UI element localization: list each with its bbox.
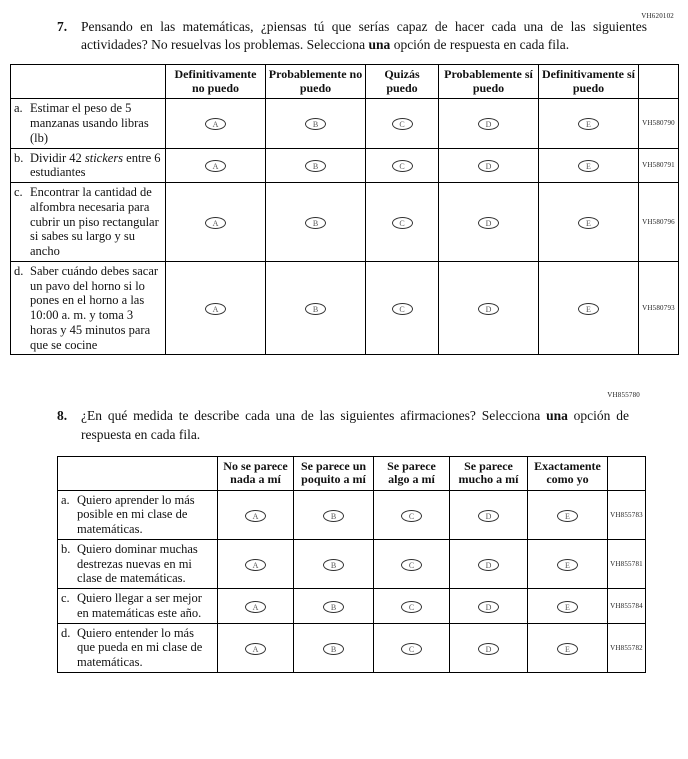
form-code-q8: VH855780 bbox=[607, 391, 640, 400]
row-letter: a. bbox=[61, 492, 70, 507]
row-label: Saber cuándo debes sacar un pavo del horno si lo pones en el horno a las 10:00 a. m. y toma 3 horas y 45 minutos para que se cocine bbox=[30, 263, 159, 352]
answer-bubble[interactable]: C bbox=[401, 510, 422, 522]
row-label: Encontrar la cantidad de alfombra necesaria para cubrir un piso rectangular si sabes su largo y su ancho bbox=[30, 185, 159, 259]
question-8-section bbox=[57, 391, 688, 673]
row-letter: d. bbox=[14, 263, 24, 278]
item-code: VH580793 bbox=[639, 261, 679, 355]
stub-header bbox=[58, 456, 218, 490]
item-code: VH855781 bbox=[608, 539, 646, 588]
row-letter: c. bbox=[14, 185, 23, 200]
table-row bbox=[11, 148, 679, 183]
row-label: Dividir 42 stickers entre 6 estudiantes bbox=[30, 150, 161, 180]
form-code-top: VH620102 bbox=[641, 12, 674, 20]
row-label: Quiero llegar a ser mejor en matemáticas este año. bbox=[77, 591, 202, 620]
question-7-table bbox=[10, 64, 679, 355]
row-letter: d. bbox=[61, 625, 71, 640]
column-header: Definitivamente no puedo bbox=[166, 65, 266, 99]
answer-bubble[interactable]: C bbox=[401, 643, 422, 655]
answer-bubble[interactable]: C bbox=[401, 601, 422, 613]
row-letter: b. bbox=[61, 541, 71, 556]
answer-bubble[interactable]: B bbox=[323, 510, 344, 522]
column-header: Probablemente no puedo bbox=[266, 65, 366, 99]
answer-bubble[interactable]: A bbox=[205, 118, 226, 130]
code-column-header bbox=[608, 456, 646, 490]
answer-bubble[interactable]: B bbox=[305, 160, 326, 172]
answer-bubble[interactable]: B bbox=[323, 601, 344, 613]
column-header: Se parece un poquito a mí bbox=[294, 456, 374, 490]
answer-bubble[interactable]: B bbox=[323, 559, 344, 571]
row-label: Estimar el peso de 5 manzanas usando libras (lb) bbox=[30, 101, 149, 145]
answer-bubble[interactable]: D bbox=[478, 643, 499, 655]
answer-bubble[interactable]: A bbox=[205, 303, 226, 315]
item-code: VH855784 bbox=[608, 589, 646, 624]
answer-bubble[interactable]: A bbox=[205, 217, 226, 229]
answer-bubble[interactable]: E bbox=[578, 160, 599, 172]
question-7-text: Pensando en las matemáticas, ¿piensas tú que serías capaz de hacer cada una de las siguientes actividades? No resuelvas los problemas. Selecciona una opción de respuesta en cada fila. bbox=[81, 19, 647, 53]
answer-bubble[interactable]: E bbox=[578, 118, 599, 130]
answer-bubble[interactable]: C bbox=[392, 160, 413, 172]
row-label: Quiero aprender lo más posible en mi clase de matemáticas. bbox=[77, 492, 195, 537]
answer-bubble[interactable]: D bbox=[478, 160, 499, 172]
column-header: Quizás puedo bbox=[366, 65, 439, 99]
answer-bubble[interactable]: A bbox=[245, 601, 266, 613]
answer-bubble[interactable]: C bbox=[401, 559, 422, 571]
table-row bbox=[58, 623, 646, 672]
column-header: Exactamente como yo bbox=[528, 456, 608, 490]
answer-bubble[interactable]: D bbox=[478, 118, 499, 130]
question-8-number: 8. bbox=[57, 408, 68, 424]
item-code: VH855782 bbox=[608, 623, 646, 672]
answer-bubble[interactable]: B bbox=[323, 643, 344, 655]
answer-bubble[interactable]: B bbox=[305, 217, 326, 229]
question-8 bbox=[57, 407, 688, 443]
answer-bubble[interactable]: B bbox=[305, 303, 326, 315]
item-code: VH855783 bbox=[608, 490, 646, 539]
answer-bubble[interactable]: E bbox=[557, 643, 578, 655]
answer-bubble[interactable]: D bbox=[478, 601, 499, 613]
table-row bbox=[58, 589, 646, 624]
question-8-table bbox=[57, 456, 646, 673]
table-row bbox=[58, 539, 646, 588]
item-code: VH580790 bbox=[639, 99, 679, 148]
answer-bubble[interactable]: A bbox=[245, 643, 266, 655]
row-letter: a. bbox=[14, 101, 23, 116]
row-label: Quiero entender lo más que pueda en mi clase de matemáticas. bbox=[77, 625, 203, 670]
column-header: Probablemente sí puedo bbox=[439, 65, 539, 99]
answer-bubble[interactable]: E bbox=[557, 510, 578, 522]
row-letter: b. bbox=[14, 150, 24, 165]
row-label: Quiero dominar muchas destrezas nuevas en mi clase de matemáticas. bbox=[77, 541, 198, 586]
table-row bbox=[11, 99, 679, 148]
table-row bbox=[11, 183, 679, 262]
answer-bubble[interactable]: C bbox=[392, 118, 413, 130]
answer-bubble[interactable]: E bbox=[557, 601, 578, 613]
answer-bubble[interactable]: C bbox=[392, 217, 413, 229]
question-7-bold-word: una bbox=[368, 37, 391, 53]
row-letter: c. bbox=[61, 591, 70, 606]
header-row bbox=[11, 65, 679, 99]
column-header: Definitivamente sí puedo bbox=[539, 65, 639, 99]
stub-header bbox=[11, 65, 166, 99]
answer-bubble[interactable]: D bbox=[478, 217, 499, 229]
column-header: No se parece nada a mí bbox=[218, 456, 294, 490]
answer-bubble[interactable]: C bbox=[392, 303, 413, 315]
answer-bubble[interactable]: E bbox=[578, 303, 599, 315]
header-row bbox=[58, 456, 646, 490]
item-code: VH580796 bbox=[639, 183, 679, 262]
answer-bubble[interactable]: A bbox=[245, 559, 266, 571]
code-column-header bbox=[639, 65, 679, 99]
column-header: Se parece algo a mí bbox=[374, 456, 450, 490]
question-8-text: ¿En qué medida te describe cada una de las siguientes afirmaciones? Selecciona una opción de respuesta en cada fila. bbox=[81, 408, 629, 442]
table-row bbox=[58, 490, 646, 539]
answer-bubble[interactable]: A bbox=[245, 510, 266, 522]
answer-bubble[interactable]: D bbox=[478, 510, 499, 522]
question-8-bold-word: una bbox=[546, 408, 568, 424]
column-header: Se parece mucho a mí bbox=[450, 456, 528, 490]
answer-bubble[interactable]: E bbox=[557, 559, 578, 571]
answer-bubble[interactable]: B bbox=[305, 118, 326, 130]
answer-bubble[interactable]: E bbox=[578, 217, 599, 229]
question-7 bbox=[57, 18, 688, 54]
question-7-number: 7. bbox=[57, 19, 68, 34]
answer-bubble[interactable]: D bbox=[478, 303, 499, 315]
answer-bubble[interactable]: A bbox=[205, 160, 226, 172]
item-code: VH580791 bbox=[639, 148, 679, 183]
table-row bbox=[11, 261, 679, 355]
answer-bubble[interactable]: D bbox=[478, 559, 499, 571]
